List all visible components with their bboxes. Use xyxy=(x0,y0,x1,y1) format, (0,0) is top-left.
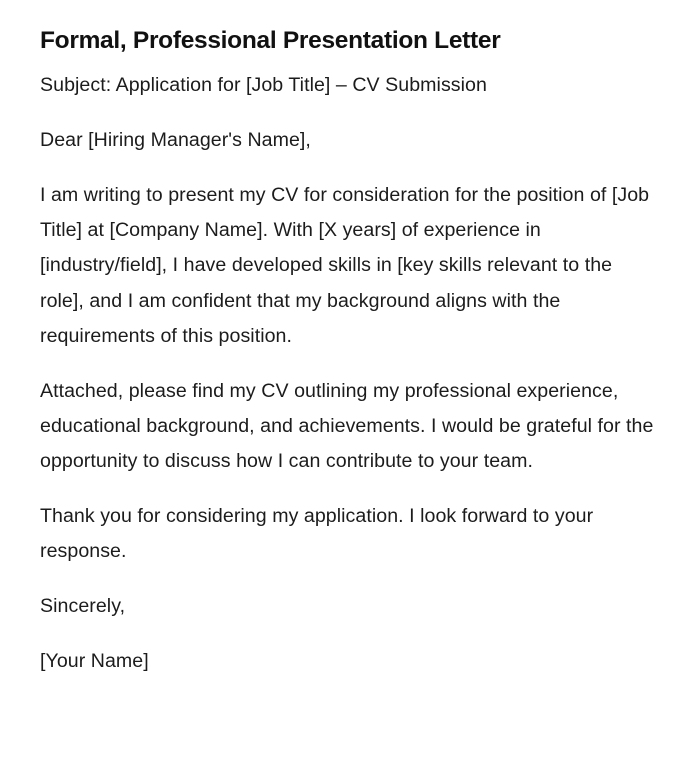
letter-title: Formal, Professional Presentation Letter xyxy=(40,27,501,54)
letter-signature: [Your Name] xyxy=(40,650,149,673)
letter-subject: Subject: Application for [Job Title] – CV Submission xyxy=(40,74,487,96)
letter-closing: Sincerely, xyxy=(40,595,126,618)
letter-paragraph-attachment: Attached, please find my CV outlining my professional experience, educational background, and achievements. I would be grateful for the opportunity to discuss how I can contribute to your team. xyxy=(40,379,654,473)
letter-paragraph-intro: I am writing to present my CV for consideration for the position of [Job Title] at [Company Name]. With [X years] of experience in [industry/field], I have developed skills in [key skills relevant to the role], and I am confident that my background aligns with the requirements of this position. xyxy=(40,184,650,347)
letter-paragraph-thanks: Thank you for considering my application. I look forward to your response. xyxy=(40,505,594,563)
letter-salutation: Dear [Hiring Manager's Name], xyxy=(40,129,311,151)
